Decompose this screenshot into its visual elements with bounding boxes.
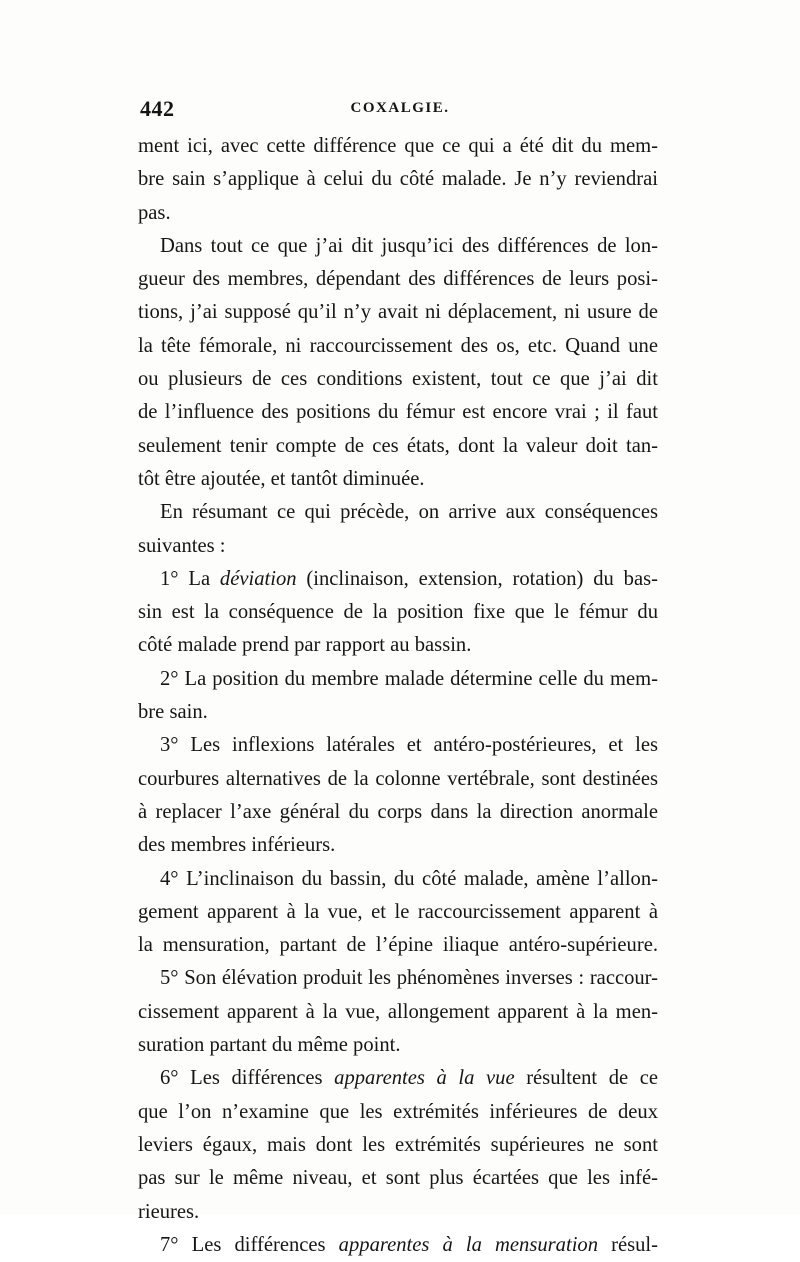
text-line: gement apparent à la vue, et le raccourcissement apparent à — [138, 900, 658, 923]
text-line: Dans tout ce que j’ai dit jusqu’ici des différences de lon- — [160, 234, 658, 257]
body-text — [138, 130, 658, 1262]
text-line: seulement tenir compte de ces états, dont la valeur doit tan- — [138, 434, 658, 457]
text-line — [138, 1229, 658, 1262]
text-line: bre sain s’applique à celui du côté malade. Je n’y reviendrai — [138, 168, 658, 191]
text-line: suration partant du même point. — [138, 1034, 401, 1057]
text-line: ment ici, avec cette différence que ce qui a été dit du mem- — [138, 135, 658, 157]
text-line: rieures. — [138, 1200, 200, 1223]
text-line: 3° Les inflexions latérales et antéro-postérieures, et les — [160, 734, 658, 757]
text-line: 4° L’inclinaison du bassin, du côté malade, amène l’allon- — [160, 867, 658, 890]
text-line: pas sur le même niveau, et sont plus écartées que les infé- — [138, 1167, 658, 1190]
text-line — [138, 563, 658, 596]
page-header — [140, 96, 660, 126]
text-line: cissement apparent à la vue, allongement apparent à la men- — [138, 1000, 658, 1023]
text-line: tôt être ajoutée, et tantôt diminuée. — [138, 467, 425, 490]
text-line: 2° La position du membre malade détermine celle du mem- — [160, 667, 658, 690]
text-segment: résul- — [598, 1233, 659, 1256]
text-line: côté malade prend par rapport au bassin. — [138, 634, 472, 657]
text-line: pas. — [138, 201, 171, 224]
text-line — [138, 1062, 658, 1095]
text-segment: 6° Les différences — [160, 1067, 335, 1090]
text-line: tions, j’ai supposé qu’il n’y avait ni déplacement, ni usure de — [138, 301, 658, 324]
text-line: gueur des membres, dépendant des différences de leurs posi- — [138, 268, 658, 291]
text-segment: (inclinaison, extension, rotation) du bas- — [296, 567, 658, 590]
text-line: En résumant ce qui précède, on arrive aux conséquences — [160, 501, 658, 524]
text-line: des membres inférieurs. — [138, 834, 336, 857]
text-line: à replacer l’axe général du corps dans la direction anormale — [138, 800, 658, 823]
page-number: 442 — [140, 96, 175, 121]
text-segment: 1° La — [160, 567, 220, 590]
text-line: bre sain. — [138, 701, 208, 724]
text-line: de l’influence des positions du fémur est encore vrai ; il faut — [138, 401, 658, 424]
text-line: courbures alternatives de la colonne vertébrale, sont destinées — [138, 767, 658, 790]
text-line: ou plusieurs de ces conditions existent, tout ce que j’ai dit — [138, 368, 658, 391]
running-title: COXALGIE. — [350, 100, 450, 116]
italic-term: apparentes à la vue — [334, 1067, 515, 1090]
text-segment: résultent de ce — [514, 1067, 659, 1090]
italic-term: déviation — [219, 567, 297, 590]
text-line: leviers égaux, mais dont les extrémités supérieures ne sont — [138, 1133, 658, 1156]
text-line: la mensuration, partant de l’épine iliaque antéro-supérieure. — [138, 934, 658, 957]
text-segment: 7° Les différences — [160, 1233, 339, 1256]
text-line: suivantes : — [138, 534, 226, 557]
text-line: que l’on n’examine que les extrémités inférieures de deux — [138, 1100, 658, 1123]
text-line: sin est la conséquence de la position fixe que le fémur du — [138, 601, 658, 624]
italic-term: apparentes à la mensuration — [338, 1233, 599, 1256]
text-line: la tête fémorale, ni raccourcissement des os, etc. Quand une — [138, 334, 658, 357]
text-line: 5° Son élévation produit les phénomènes inverses : raccour- — [160, 967, 658, 990]
